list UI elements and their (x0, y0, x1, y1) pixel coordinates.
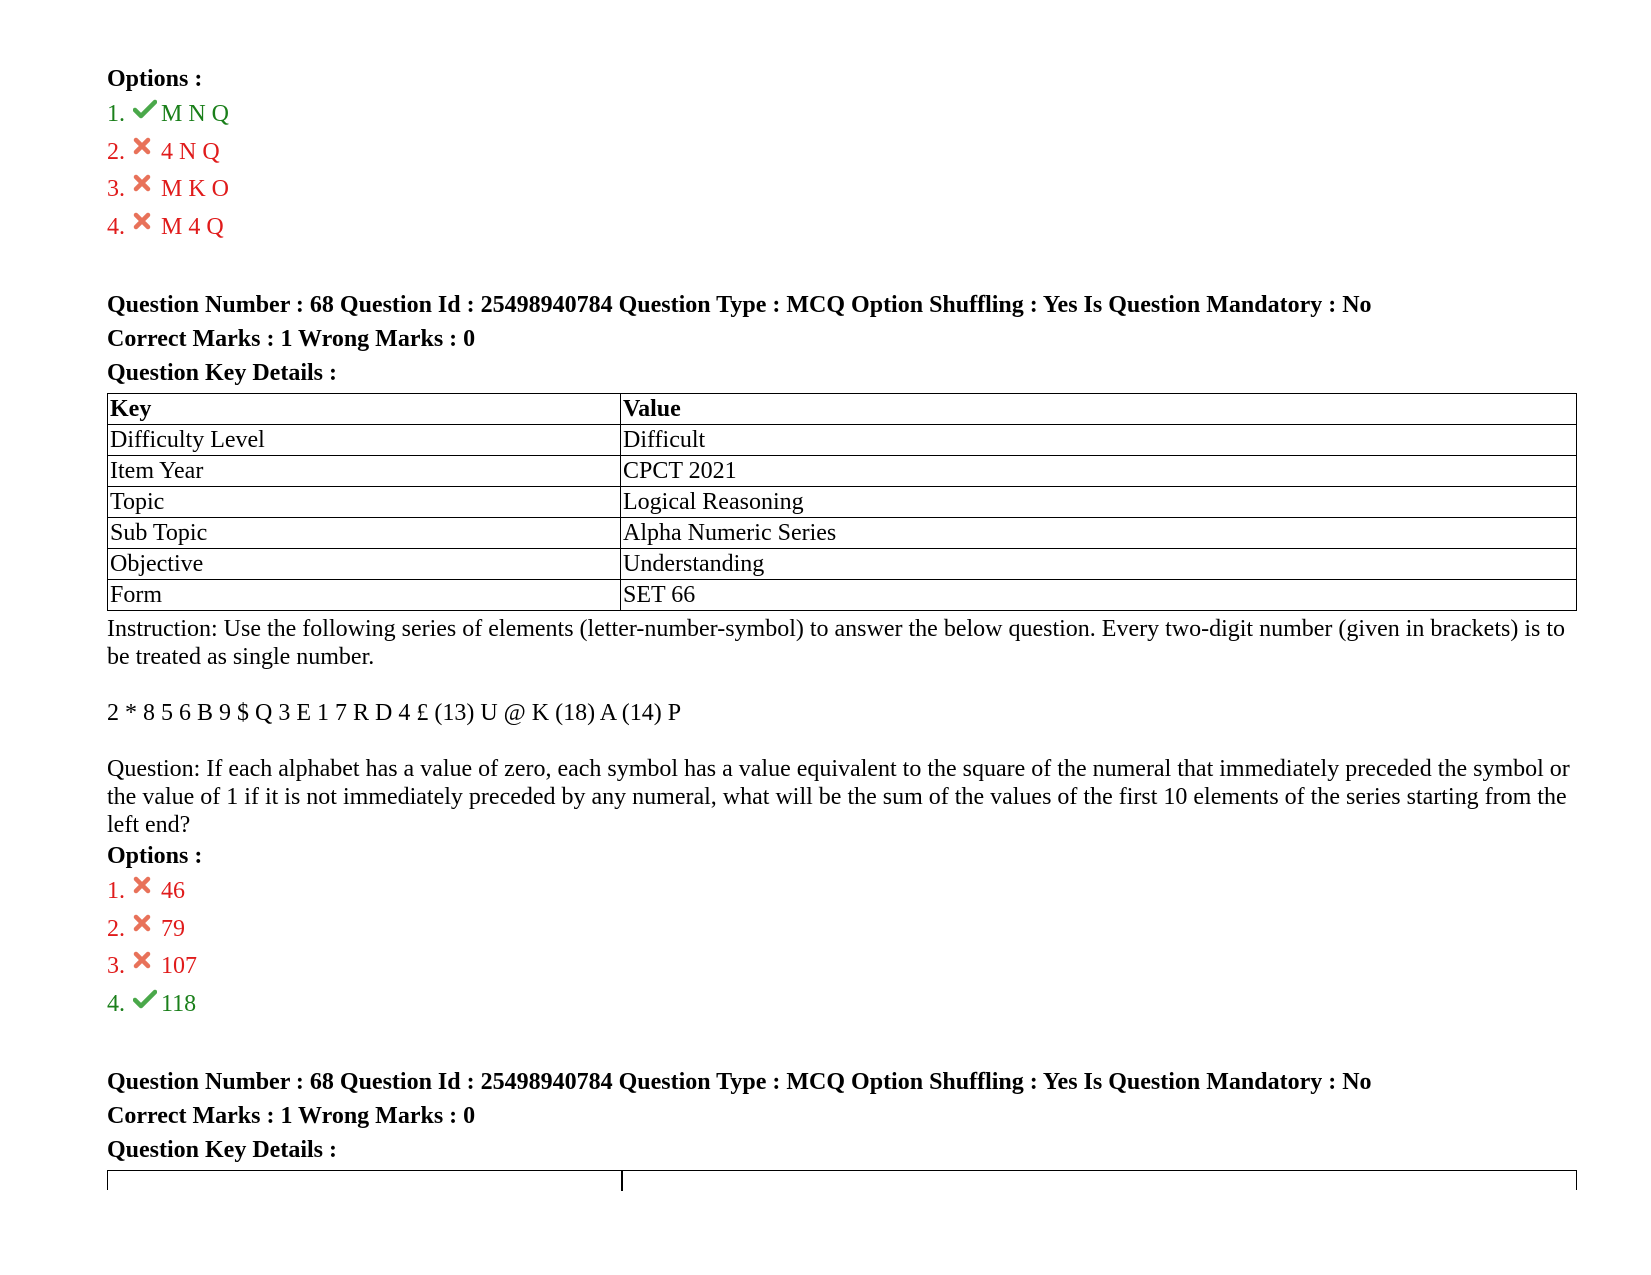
table-cell-value: Logical Reasoning (621, 487, 1577, 518)
option-text: M N Q (161, 101, 230, 127)
table-cell-key: Form (108, 580, 621, 611)
table-cell-key: Topic (108, 487, 621, 518)
question-key-table (107, 393, 1577, 611)
option-text: 107 (161, 953, 197, 979)
options-heading: Options : (107, 843, 203, 869)
question-options-list (107, 873, 1577, 1023)
next-question-key-table (107, 1170, 1577, 1190)
option-number: 2. (107, 138, 125, 165)
option-text: 118 (161, 990, 197, 1017)
question-text: Question: If each alphabet has a value of zero, each symbol has a value equivalent to the square of the numeral that immediately preceded the symbol or the value of 1 if it is not immediately preceded by any numeral, what will be the sum of the values of the first 10 elements of the series starting from the left end? (107, 756, 1570, 838)
table-row (108, 425, 1577, 456)
table-cell-key: Objective (108, 549, 621, 580)
option-text: M 4 Q (161, 213, 224, 240)
next-question-meta-line: Question Number : 68 Question Id : 25498940784 Question Type : MCQ Option Shuffling : Yes Is Question Mandatory : No (107, 1069, 1372, 1095)
series-text: 2 * 8 5 6 B 9 $ Q 3 E 1 7 R D 4 £ (13) U @ K (18) A (14) P (107, 700, 682, 726)
table-row (108, 518, 1577, 549)
option-item (107, 134, 1577, 172)
question-key-details-heading: Question Key Details : (107, 360, 337, 386)
table-cell-value: Alpha Numeric Series (621, 518, 1577, 549)
option-item (107, 873, 1577, 911)
check-icon (131, 96, 159, 133)
cross-icon (131, 209, 159, 246)
next-question-marks-line: Correct Marks : 1 Wrong Marks : 0 (107, 1103, 476, 1129)
table-row (108, 580, 1577, 611)
option-item (107, 911, 1577, 949)
table-cell-value: SET 66 (621, 580, 1577, 611)
next-question-key-details-heading: Question Key Details : (107, 1137, 337, 1163)
cross-icon (131, 171, 159, 208)
check-icon (131, 986, 159, 1023)
table-header-value: Value (621, 394, 1577, 425)
table-cell-key: Item Year (108, 456, 621, 487)
option-number: 3. (107, 953, 125, 979)
option-text: M K O (161, 176, 230, 202)
option-item (107, 986, 1577, 1024)
question-meta-line: Question Number : 68 Question Id : 25498940784 Question Type : MCQ Option Shuffling : Yes Is Question Mandatory : No (107, 292, 1372, 318)
option-number: 4. (107, 213, 125, 240)
option-text: 46 (161, 878, 185, 904)
table-cell-value: Understanding (621, 549, 1577, 580)
top-options-list (107, 96, 1577, 246)
table-header-key: Key (108, 394, 621, 425)
option-item (107, 171, 1577, 209)
option-item (107, 209, 1577, 247)
table-cell-key: Sub Topic (108, 518, 621, 549)
option-number: 2. (107, 915, 125, 942)
option-text: 4 N Q (161, 138, 220, 165)
cross-icon (131, 873, 159, 910)
table-cell-value: CPCT 2021 (621, 456, 1577, 487)
option-item (107, 948, 1577, 986)
cross-icon (131, 948, 159, 985)
cross-icon (131, 911, 159, 948)
table-row (108, 487, 1577, 518)
option-number: 1. (107, 101, 125, 127)
option-item (107, 96, 1577, 134)
document-page (107, 62, 1577, 1190)
table-column-divider (621, 1171, 623, 1191)
table-row (108, 456, 1577, 487)
table-cell-key: Difficulty Level (108, 425, 621, 456)
option-number: 1. (107, 878, 125, 904)
table-row (108, 549, 1577, 580)
options-heading: Options : (107, 66, 203, 92)
table-header-row (108, 394, 1577, 425)
option-number: 4. (107, 990, 125, 1017)
option-number: 3. (107, 176, 125, 202)
table-cell-value: Difficult (621, 425, 1577, 456)
cross-icon (131, 134, 159, 171)
question-marks-line: Correct Marks : 1 Wrong Marks : 0 (107, 326, 476, 352)
option-text: 79 (161, 915, 185, 942)
instruction-text: Instruction: Use the following series of elements (letter-number-symbol) to answer the below question. Every two-digit number (given in brackets) is to be treated as single number. (107, 616, 1566, 670)
